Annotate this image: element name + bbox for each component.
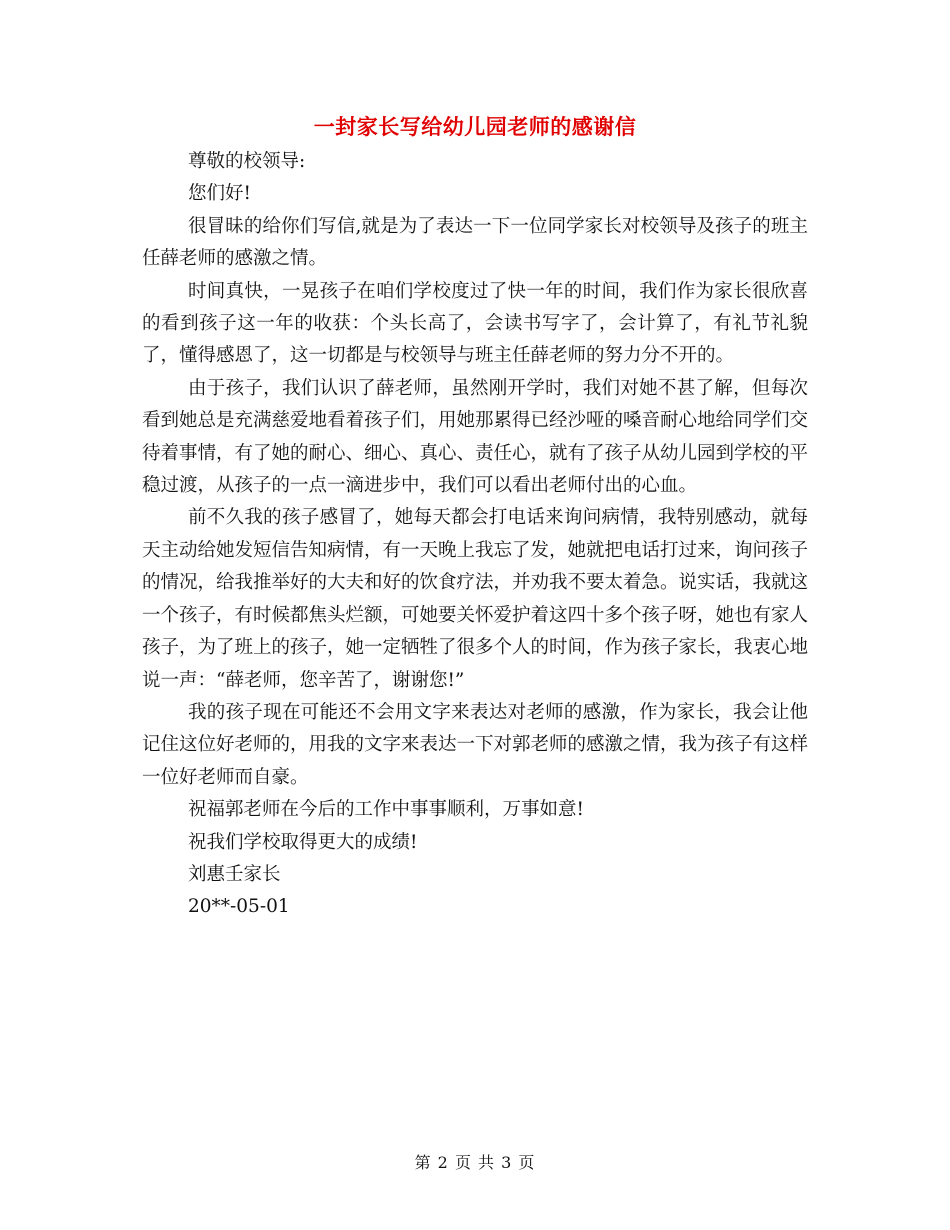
salutation: 尊敬的校领导: xyxy=(188,151,306,172)
letter-title: 一封家长写给幼儿园老师的感谢信 xyxy=(313,114,637,139)
page-number-footer: 第 2 页 共 3 页 xyxy=(414,1153,536,1172)
wish-line-1: 祝福郭老师在今后的工作中事事顺利，万事如意! xyxy=(188,799,584,821)
letter-date: 20**-05-01 xyxy=(188,896,290,918)
paragraph-1: 很冒昧的给你们写信,就是为了表达一下一位同学家长对校领导及孩子的班主任薛老师的感激之情。 xyxy=(142,215,808,270)
signature: 刘惠壬家长 xyxy=(188,863,281,885)
paragraph-2: 时间真快，一晃孩子在咱们学校度过了快一年的时间，我们作为家长很欣喜的看到孩子这一年的收获：个头长高了，会读书写字了，会计算了，有礼节礼貌了，懂得感恩了，这一切都是与校领导与班主任薛老师的努力分不开的。 xyxy=(142,280,808,367)
paragraph-5: 我的孩子现在可能还不会用文字来表达对老师的感激，作为家长，我会让他记住这位好老师的，用我的文字来表达一下对郭老师的感激之情，我为孩子有这样一位好老师而自豪。 xyxy=(142,701,809,788)
greeting: 您们好! xyxy=(188,183,251,205)
paragraph-4: 前不久我的孩子感冒了，她每天都会打电话来询问病情，我特别感动，就每天主动给她发短信告知病情，有一天晚上我忘了发，她就把电话打过来，询问孩子的情况，给我推举好的大夫和好的饮食疗法，并劝我不要太着急。说实话，我就这一个孩子，有时候都焦头烂额，可她要关怀爱护着这四十多个孩子呀，她也有家人孩子，为了班上的孩子，她一定牺牲了很多个人的时间，作为孩子家长，我衷心地说一声：“薛老师，您辛苦了，谢谢您!” xyxy=(142,507,809,691)
wish-line-2: 祝我们学校取得更大的成绩! xyxy=(188,831,418,853)
paragraph-3: 由于孩子，我们认识了薛老师，虽然刚开学时，我们对她不甚了解，但每次看到她总是充满慈爱地看着孩子们，用她那累得已经沙哑的嗓音耐心地给同学们交待着事情，有了她的耐心、细心、真心、责任心，就有了孩子从幼儿园到学校的平稳过渡，从孩子的一点一滴进步中，我们可以看出老师付出的心血。 xyxy=(142,377,809,497)
letter-body xyxy=(142,146,808,924)
